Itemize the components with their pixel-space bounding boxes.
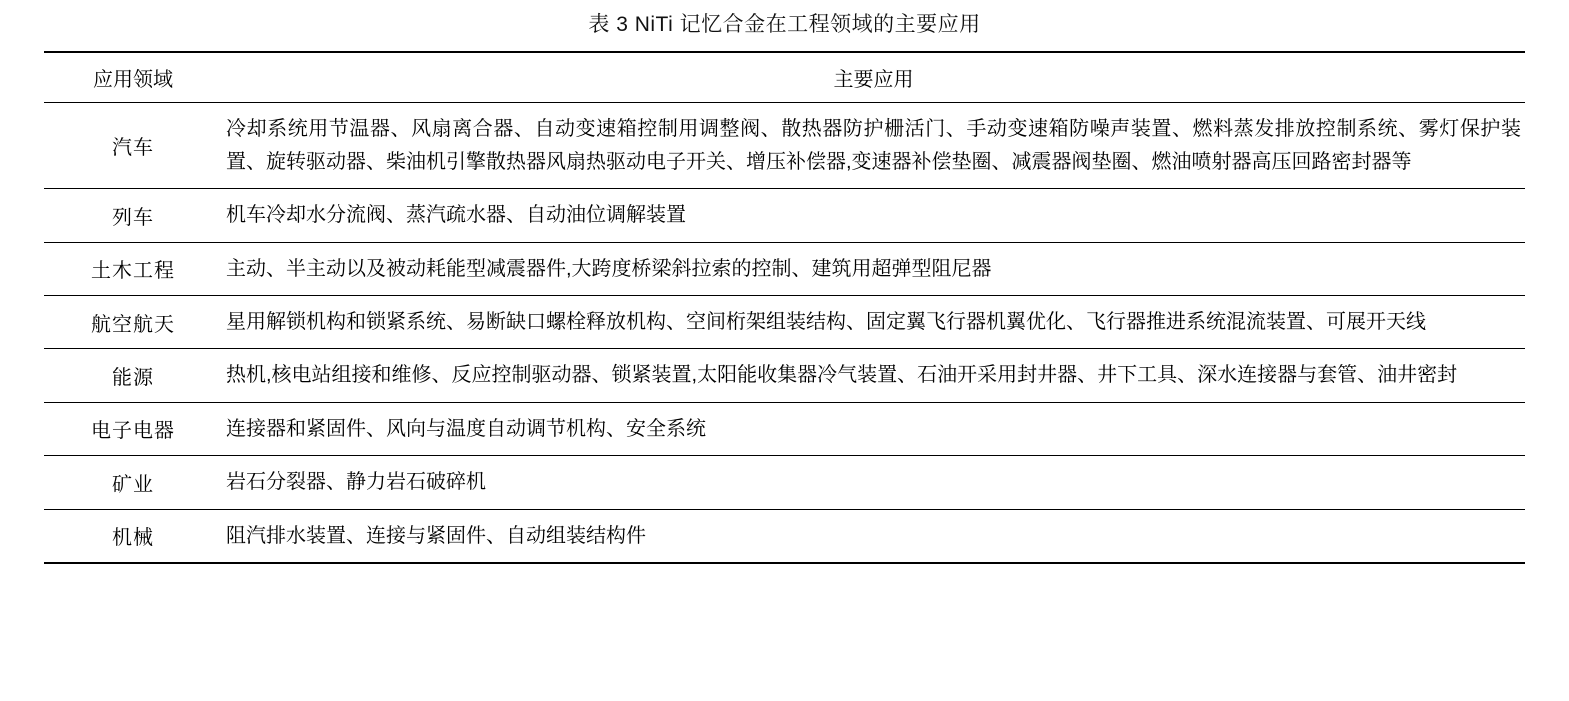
- table-row: [44, 295, 1525, 348]
- cell-application: 热机,核电站组接和维修、反应控制驱动器、锁紧装置,太阳能收集器冷气装置、石油开采用封井器、井下工具、深水连接器与套管、油井密封: [222, 349, 1525, 402]
- cell-application: 星用解锁机构和锁紧系统、易断缺口螺栓释放机构、空间桁架组装结构、固定翼飞行器机翼优化、飞行器推进系统混流装置、可展开天线: [222, 295, 1525, 348]
- cell-application: 冷却系统用节温器、风扇离合器、自动变速箱控制用调整阀、散热器防护栅活门、手动变速箱防噪声装置、燃料蒸发排放控制系统、雾灯保护装置、旋转驱动器、柴油机引擎散热器风扇热驱动电子开关、增压补偿器,变速器补偿垫圈、减震器阀垫圈、燃油喷射器高压回路密封器等: [222, 103, 1525, 189]
- cell-application: 阻汽排水装置、连接与紧固件、自动组装结构件: [222, 509, 1525, 563]
- cell-area: 航空航天: [44, 295, 222, 348]
- applications-table: [44, 51, 1525, 564]
- table-row: [44, 189, 1525, 242]
- table-row: [44, 402, 1525, 455]
- table-row: [44, 456, 1525, 509]
- table-row: [44, 103, 1525, 189]
- table-header: [44, 52, 1525, 103]
- cell-area: 矿业: [44, 456, 222, 509]
- cell-area: 土木工程: [44, 242, 222, 295]
- cell-application: 机车冷却水分流阀、蒸汽疏水器、自动油位调解装置: [222, 189, 1525, 242]
- table-row: [44, 242, 1525, 295]
- cell-application: 连接器和紧固件、风向与温度自动调节机构、安全系统: [222, 402, 1525, 455]
- cell-area: 机械: [44, 509, 222, 563]
- cell-application: 主动、半主动以及被动耗能型减震器件,大跨度桥梁斜拉索的控制、建筑用超弹型阻尼器: [222, 242, 1525, 295]
- column-header-area: 应用领域: [44, 52, 222, 103]
- cell-area: 列车: [44, 189, 222, 242]
- cell-application: 岩石分裂器、静力岩石破碎机: [222, 456, 1525, 509]
- table-body: [44, 103, 1525, 563]
- cell-area: 汽车: [44, 103, 222, 189]
- table-caption: 表 3 NiTi 记忆合金在工程领域的主要应用: [588, 13, 981, 36]
- table-row: [44, 509, 1525, 563]
- cell-area: 能源: [44, 349, 222, 402]
- table-header-row: [44, 52, 1525, 103]
- cell-area: 电子电器: [44, 402, 222, 455]
- table-row: [44, 349, 1525, 402]
- column-header-application: 主要应用: [222, 52, 1525, 103]
- bottom-spacer: [44, 564, 1525, 574]
